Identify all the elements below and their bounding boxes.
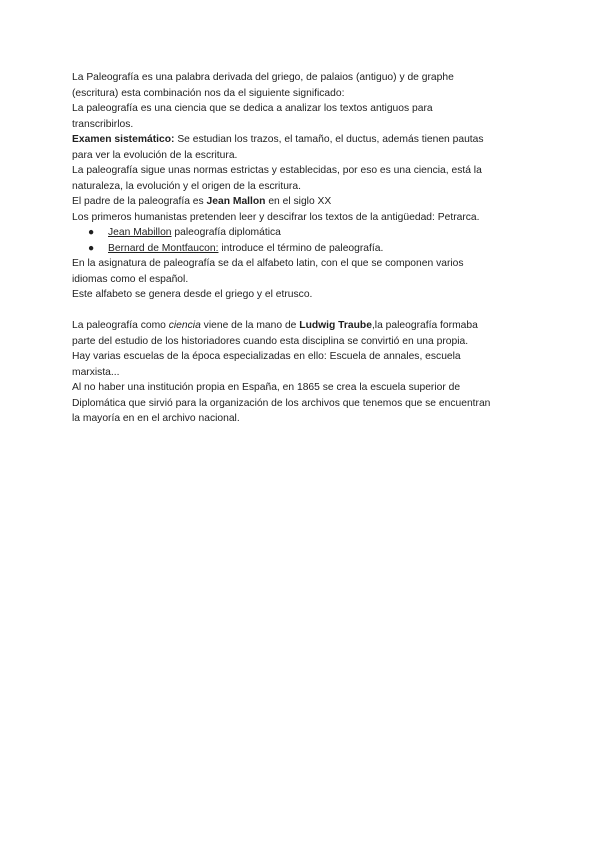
- bold-name: Ludwig Traube: [299, 320, 372, 331]
- document-body: [72, 70, 532, 427]
- text-line: En la asignatura de paleografía se da el alfabeto latin, con el que se componen varios: [72, 258, 464, 269]
- text-line: [72, 318, 532, 334]
- italic-word: ciencia: [168, 320, 201, 331]
- text-line: (escritura) esta combinación nos da el siguiente significado:: [72, 87, 345, 99]
- list-item: [72, 225, 532, 241]
- paragraph-alfabeto: [72, 256, 532, 287]
- bullet-icon: ●: [88, 242, 95, 254]
- text-line: naturaleza, la evolución y el origen de la escritura.: [72, 180, 301, 192]
- paragraph-humanistas: [72, 210, 532, 226]
- list-item: [72, 241, 532, 257]
- text-span: paleografía diplomática: [171, 227, 281, 238]
- paragraph-definition: [72, 101, 532, 132]
- text-line: La paleografía es una ciencia que se dedica a analizar los textos antiguos para: [72, 103, 433, 114]
- paragraph-institucion: [72, 380, 532, 427]
- text-line: Este alfabeto se genera desde el griego y el etrusco.: [72, 289, 313, 300]
- paragraph-spacer: [72, 303, 532, 319]
- text-line: Los primeros humanistas pretenden leer y descifrar los textos de la antigüedad: Petrarca.: [72, 211, 480, 223]
- text-line: Al no haber una institución propia en España, en 1865 se crea la escuela superior de: [72, 382, 461, 393]
- paragraph-traube: [72, 318, 532, 349]
- paragraph-examen: [72, 132, 532, 163]
- text-line: La Paleografía es una palabra derivada del griego, de palaios (antiguo) y de graphe: [72, 72, 454, 83]
- bold-term: Examen sistemático:: [72, 134, 175, 145]
- text-line: Diplomática que sirvió para la organización de los archivos que tenemos que se encuentran: [72, 397, 491, 409]
- text-span: El padre de la paleografía es: [72, 196, 207, 207]
- underlined-name: Jean Mabillon: [108, 227, 172, 238]
- text-span: introduce el término de paleografía.: [218, 242, 384, 254]
- bullet-icon: ●: [88, 227, 95, 238]
- text-line: Hay varias escuelas de la época especializadas en ello: Escuela de annales, escuela: [72, 351, 461, 362]
- text-line: marxista...: [72, 366, 120, 378]
- text-span: Se estudian los trazos, el tamaño, el ductus, además tienen pautas: [174, 134, 484, 145]
- paragraph-normas: [72, 163, 532, 194]
- paragraph-padre: [72, 194, 532, 210]
- text-line: idiomas como el español.: [72, 273, 189, 285]
- text-line: para ver la evolución de la escritura.: [72, 149, 238, 161]
- paragraph-origen: [72, 287, 532, 303]
- text-line: parte del estudio de los historiadores cuando esta disciplina se convirtió en una propia.: [72, 335, 469, 347]
- bullet-list: [72, 225, 532, 256]
- bold-name: Jean Mallon: [206, 196, 266, 207]
- text-line: [72, 194, 532, 210]
- underlined-name: Bernard de Montfaucon:: [108, 242, 219, 254]
- text-span: ,la paleografía formaba: [371, 320, 478, 331]
- text-span: La paleografía como: [72, 320, 169, 331]
- text-line: la mayoría en en el archivo nacional.: [72, 413, 240, 424]
- text-span: viene de la mano de: [200, 320, 300, 331]
- text-line: [72, 132, 532, 148]
- paragraph-escuelas: [72, 349, 532, 380]
- paragraph-etymology: [72, 70, 532, 101]
- text-line: La paleografía sigue unas normas estrictas y establecidas, por eso es una ciencia, está la: [72, 165, 482, 176]
- text-line: transcribirlos.: [72, 118, 134, 130]
- text-span: en el siglo XX: [265, 196, 332, 207]
